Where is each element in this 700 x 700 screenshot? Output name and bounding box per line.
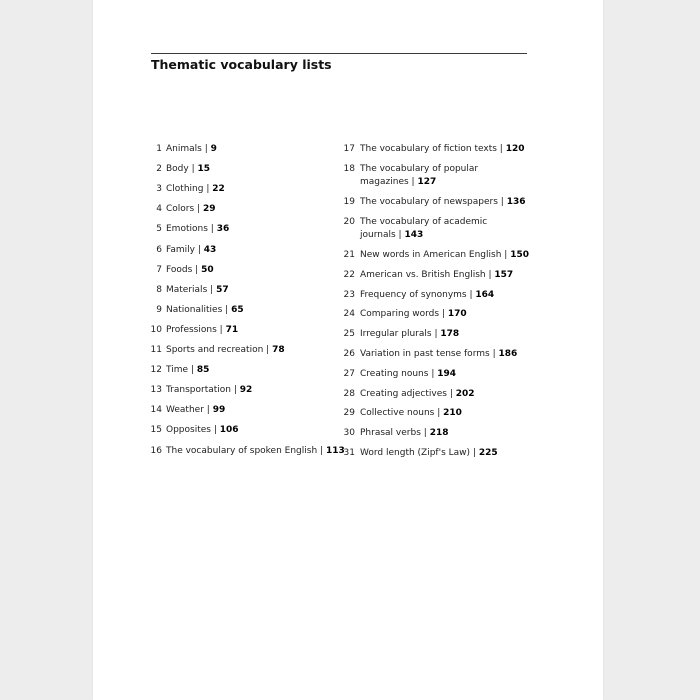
toc-entry-number: 6 (156, 244, 162, 255)
toc-entry-text (166, 445, 345, 458)
toc-entry-number: 20 (343, 216, 355, 227)
toc-entry-page-number: 164 (475, 289, 495, 300)
toc-entry-number: 18 (343, 163, 355, 174)
page-separator: | (266, 345, 270, 355)
toc-entry-page-number: 71 (225, 324, 239, 335)
toc-entry-number: 12 (150, 365, 162, 376)
toc-entry-title: Nationalities (166, 304, 223, 315)
toc-entry-title: Opposites (166, 425, 211, 436)
toc-entry-number: 2 (156, 164, 162, 175)
toc-entry-page-number: 50 (201, 264, 214, 275)
toc-entry-page-number: 194 (437, 368, 457, 379)
toc-entry-number: 29 (343, 408, 355, 419)
toc-entry-title: Clothing (166, 184, 204, 195)
toc-entry-page-number: 15 (197, 164, 211, 175)
toc-entry-text (166, 143, 217, 156)
document-page (93, 0, 603, 700)
toc-entry-page-number: 157 (494, 269, 514, 280)
toc-entry-number: 8 (156, 284, 162, 295)
page-separator: | (398, 229, 402, 240)
toc-entry-text (166, 344, 285, 357)
toc-entry-text (166, 244, 216, 257)
toc-entry-title: Transportation (166, 385, 231, 396)
toc-entry-line (360, 196, 526, 209)
toc-entry-text (360, 328, 459, 341)
toc-entry-line (166, 163, 210, 176)
toc-entry-title: Time (166, 365, 189, 376)
page-separator: | (320, 445, 324, 456)
page-separator: | (197, 244, 201, 255)
toc-entry-number: 10 (150, 324, 162, 335)
page-separator: | (504, 250, 508, 260)
toc-entry-title: Frequency of synonyms (360, 289, 467, 300)
toc-entry-text (166, 223, 229, 236)
toc-entry-line (360, 407, 462, 420)
toc-entry-title: Body (166, 164, 189, 175)
toc-entry-line (166, 264, 214, 277)
toc-entry-line (166, 284, 229, 297)
toc-entry-text (360, 143, 525, 156)
toc-entry-line (360, 447, 498, 460)
toc-entry-page-number: 178 (440, 329, 460, 340)
page-separator: | (210, 284, 214, 295)
toc-entry-title: Comparing words (360, 309, 440, 320)
toc-entry-page-number: 127 (417, 176, 437, 187)
toc-entry-number: 14 (150, 405, 162, 416)
toc-entry-text (360, 427, 448, 440)
toc-entry-line (166, 203, 216, 216)
page-separator: | (213, 425, 217, 436)
toc-entry-number: 13 (150, 385, 162, 396)
toc-entry-page-number: 43 (203, 244, 217, 255)
toc-entry-text (360, 368, 456, 381)
page-separator: | (488, 269, 492, 280)
toc-entry-title: Variation in past tense forms (360, 349, 490, 359)
page-separator: | (197, 204, 201, 215)
header-rule (151, 53, 527, 54)
toc-entry-title: Phrasal verbs (360, 428, 421, 439)
toc-entry-page-number: 99 (212, 405, 226, 416)
toc-entry-line (166, 183, 225, 196)
toc-entry-title: Foods (166, 264, 193, 275)
toc-entry-number: 5 (156, 224, 162, 235)
toc-entry-text (166, 364, 209, 377)
toc-entry-title: The vocabulary of newspapers (360, 197, 498, 207)
toc-entry-line (360, 229, 487, 242)
page-separator: | (233, 385, 237, 396)
toc-entry-number: 17 (343, 144, 355, 154)
toc-entry-number: 4 (156, 204, 162, 215)
toc-entry-text (360, 249, 529, 262)
toc-entry-text (360, 289, 494, 302)
toc-entry-page-number: 202 (455, 388, 475, 399)
toc-entry-number: 9 (156, 304, 162, 315)
toc-entry-title: American vs. British English (360, 269, 486, 280)
toc-entry-text (360, 407, 462, 420)
toc-entry-text (166, 424, 239, 437)
toc-entry-page-number: 143 (404, 229, 424, 240)
toc-entry-title: Irregular plurals (360, 329, 432, 340)
toc-entry-title: Creating adjectives (360, 388, 447, 399)
toc-entry-text (166, 404, 225, 417)
toc-entry-number: 21 (343, 250, 355, 260)
toc-entry-number: 27 (343, 368, 355, 379)
page-separator: | (190, 365, 194, 376)
page-separator: | (500, 197, 504, 207)
page-separator: | (472, 448, 476, 458)
toc-entry-title: Colors (166, 204, 195, 215)
toc-entry-line (360, 163, 478, 176)
toc-entry-text (166, 163, 210, 176)
toc-entry-title: Weather (166, 405, 204, 416)
toc-entry-title: Animals (166, 144, 202, 154)
toc-entry-text (360, 388, 475, 401)
toc-entry-text (166, 264, 214, 277)
page-separator: | (431, 368, 435, 379)
toc-entry-line (166, 143, 217, 156)
toc-entry-number: 25 (343, 329, 355, 340)
toc-entry-page-number: 218 (429, 428, 449, 439)
toc-entry-line (166, 445, 345, 458)
toc-entry-line (360, 249, 529, 262)
toc-entry-number: 3 (156, 184, 162, 195)
toc-entry-line (360, 308, 467, 321)
toc-entry-text (360, 216, 487, 242)
toc-entry-line (166, 324, 238, 337)
page-separator: | (423, 428, 427, 439)
toc-entry-page-number: 170 (447, 309, 467, 320)
toc-entry-title: Collective nouns (360, 408, 435, 419)
toc-entry-line (360, 388, 475, 401)
toc-entry-line (166, 304, 244, 317)
toc-entry-number: 1 (156, 144, 162, 154)
page-separator: | (437, 408, 441, 419)
toc-entry-page-number: 113 (325, 445, 345, 456)
toc-entry-number: 26 (343, 349, 355, 359)
toc-entry-line (166, 424, 239, 437)
toc-entry-title: Sports and recreation (166, 345, 264, 355)
toc-entry-line (360, 289, 494, 302)
toc-entry-title: Creating nouns (360, 368, 429, 379)
toc-entry-line (166, 404, 225, 417)
toc-entry-page-number: 186 (498, 349, 518, 359)
toc-entry-text (360, 308, 467, 321)
toc-entry-line (360, 176, 478, 189)
toc-entry-line (360, 216, 487, 229)
toc-entry-title: New words in American English (360, 250, 502, 260)
toc-entry-number: 23 (343, 289, 355, 300)
page-title: Thematic vocabulary lists (151, 57, 332, 72)
toc-entry-text (360, 269, 513, 282)
toc-entry-page-number: 36 (216, 224, 230, 235)
toc-entry-title: Emotions (166, 224, 208, 235)
toc-entry-line (166, 344, 285, 357)
toc-entry-line (360, 348, 517, 361)
toc-entry-number: 19 (343, 197, 355, 207)
page-separator: | (191, 164, 195, 175)
toc-entry-page-number: 210 (443, 408, 462, 419)
toc-entry-title: magazines (360, 176, 409, 187)
toc-entry-line (360, 269, 513, 282)
page-separator: | (225, 304, 229, 315)
toc-entry-number: 31 (343, 448, 355, 458)
toc-entry-line (360, 427, 448, 440)
page-separator: | (441, 309, 445, 320)
toc-entry-number: 22 (343, 269, 355, 280)
toc-entry-number: 24 (343, 309, 355, 320)
toc-entry-text (360, 196, 526, 209)
page-separator: | (195, 264, 199, 275)
toc-entry-title: The vocabulary of spoken English (166, 445, 318, 456)
toc-entry-page-number: 120 (505, 144, 525, 154)
toc-entry-title: Word length (Zipf's Law) (360, 448, 471, 458)
toc-entry-title: The vocabulary of popular (360, 163, 479, 174)
toc-entry-number: 16 (150, 445, 162, 456)
toc-entry-page-number: 136 (506, 197, 526, 207)
toc-entry-text (360, 348, 517, 361)
toc-entry-number: 11 (150, 345, 162, 355)
page-separator: | (499, 144, 503, 154)
page-separator: | (411, 176, 415, 187)
toc-entry-line (166, 384, 252, 397)
toc-entry-line (166, 244, 216, 257)
toc-entry-line (166, 223, 229, 236)
toc-entry-number: 15 (150, 425, 162, 436)
toc-entry-page-number: 78 (272, 345, 285, 355)
toc-entry-text (166, 284, 229, 297)
toc-entry-number: 30 (343, 428, 355, 439)
page-separator: | (492, 349, 496, 359)
toc-entry-page-number: 150 (510, 250, 530, 260)
toc-entry-text (360, 163, 478, 189)
toc-entry-title: journals (360, 229, 396, 240)
page-separator: | (469, 289, 473, 300)
toc-entry-page-number: 9 (210, 144, 217, 154)
page-separator: | (210, 224, 214, 235)
page-separator: | (219, 324, 223, 335)
page-separator: | (206, 405, 210, 416)
toc-entry-title: Family (166, 244, 195, 255)
toc-entry-text (166, 324, 238, 337)
toc-entry-page-number: 29 (202, 204, 216, 215)
toc-entry-text (166, 183, 225, 196)
toc-entry-title: Professions (166, 324, 217, 335)
toc-entry-text (166, 203, 216, 216)
toc-entry-title: The vocabulary of academic (360, 216, 488, 227)
toc-entry-page-number: 225 (478, 448, 498, 458)
toc-entry-page-number: 57 (216, 284, 229, 295)
page-separator: | (204, 144, 208, 154)
toc-entry-number: 28 (343, 388, 355, 399)
toc-entry-title: Materials (166, 284, 208, 295)
toc-entry-line (360, 143, 525, 156)
page-separator: | (449, 388, 453, 399)
toc-entry-page-number: 22 (212, 184, 225, 195)
page-separator: | (206, 184, 210, 195)
page-separator: | (434, 329, 438, 340)
toc-entry-number: 7 (156, 264, 162, 275)
toc-entry-line (360, 328, 459, 341)
toc-entry-text (360, 447, 498, 460)
toc-entry-line (360, 368, 456, 381)
toc-entry-title: The vocabulary of fiction texts (360, 144, 497, 154)
toc-entry-page-number: 106 (219, 425, 239, 436)
toc-entry-text (166, 304, 244, 317)
toc-entry-page-number: 92 (239, 385, 253, 396)
toc-entry-text (166, 384, 252, 397)
toc-entry-line (166, 364, 209, 377)
toc-entry-page-number: 85 (196, 365, 210, 376)
toc-entry-page-number: 65 (231, 304, 244, 315)
